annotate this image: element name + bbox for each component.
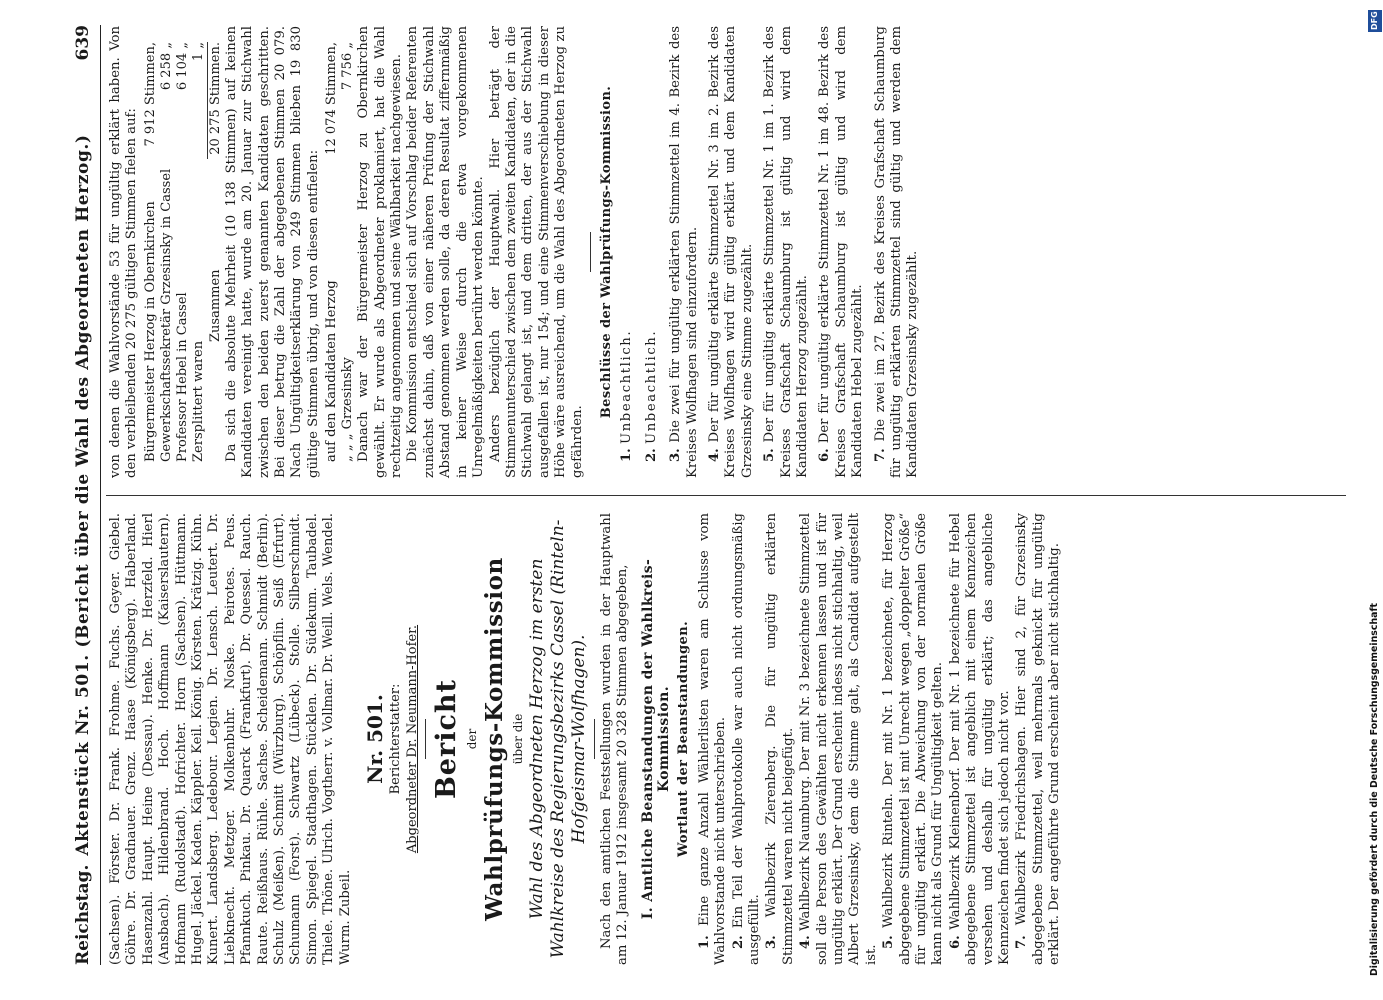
section-heading-1: I. Amtliche Beanstandungen der Wahlkreis-Kommission. [639,558,672,920]
objection-item [764,513,797,965]
result-value: 6 258 „ [158,42,174,91]
item-number: 4. [706,448,722,462]
item-number: 5. [881,935,897,949]
title-der: der [464,728,479,750]
decision-item [762,26,811,478]
result-label: auf den Kandidaten Herzog [324,280,340,462]
item-text: Die zwei im 27. Bezirk des Kreises Grafschaft Schaumburg für ungültig erklärten Stimmzettel sind gültig und werden dem Kandidaten Grzesinsky zugezählt. [872,26,921,478]
objection-item [1014,513,1063,965]
running-head-title: Aktenstück Nr. 501. (Bericht über die Wahl des Abgeordneten Herzog.) [73,134,93,856]
decision-item [644,26,660,478]
result-value: 1 „ [190,42,206,62]
item-number: 7. [1014,935,1030,949]
item-number: 2. [643,448,659,462]
decision-item [707,26,756,478]
result-label: Gewerkschaftssekretär Grzesinsky in Cassel [158,168,174,462]
result-row [324,42,340,462]
sum-row [207,42,224,462]
item-number: 1. [619,448,635,462]
item-number: 2. [730,935,746,949]
item-text: Unbeachtlich. [619,329,635,445]
result-row [191,42,208,462]
result-label: Zersplittert waren [191,340,207,462]
item-text: Der für ungültig erklärte Stimmzettel Nr. 1 im 48. Bezirk des Kreises Grafschaft Schaumburg ist gültig und wird dem Kandidaten Hebel zugezählt. [817,26,866,478]
objection-item [798,513,880,965]
running-head-left: Reichstag. [73,864,93,965]
result-row [175,42,191,462]
decisions-list [619,26,922,478]
item-text: Wahlbezirk Kleinenborf. Der mit Nr. 1 bezeichnete für Hebel abgegebene Stimmzettel ist angeblich mit einem Kennzeichen versehen und deshalb für ungültig erklärt; das angebliche Kennzeichen findet sich jedoch nicht vor. [947,513,1013,965]
item-number: 3. [764,935,780,949]
header-rule [100,25,101,965]
sum-value: 20 275 Stimmen. [207,42,224,159]
objections-list [697,513,1064,965]
page-number: 639 [73,25,93,61]
item-text: Der für ungültig erklärte Stimmzettel Nr. 3 im 2. Bezirk des Kreises Wolfhagen wird für gültig erklärt und dem Kandidaten Grzesinsky eine Stimme zugezählt. [706,26,755,478]
item-text: Wahlbezirk Friedrichshagen. Hier sind 2, für Grzesinsky abgegebene Stimmzettel, weil mehrmals geknickt für ungültig erklärt. Der angeführte Grund erscheint aber nicht stichhaltig. [1014,513,1063,965]
document-number: Nr. 501. [363,694,388,784]
proclamation-paragraph: Danach war der Bürgermeister Herzog zu Obernkirchen gewählt. Er wurde als Abgeordneter proklamiert, hat die Wahl rechtzeitig angenommen und seine Wählbarkeit nachgewiesen. [356,26,405,478]
short-rule-3 [590,232,591,272]
result-label: Bürgermeister Herzog in Obernkirchen [142,201,158,462]
result-row [143,42,159,462]
right-column [108,26,922,478]
reporter-label: Berichterstatter: [388,683,404,795]
report-title: Bericht [430,678,462,800]
result-value: 12 074 Stimmen, [324,42,340,155]
item-number: 6. [947,935,963,949]
objection-item [881,513,947,965]
item-text: Wahlbezirk Zierenberg. Die für ungültig erklärten Stimmzettel waren nicht beigefügt. [764,513,796,965]
item-text: Die zwei für ungültig erklärten Stimmzettel im 4. Bezirk des Kreises Wolfhagen sind einzufordern. [668,26,700,478]
item-number: 4. [798,935,814,949]
main-election-results [143,42,224,462]
decision-item [873,26,922,478]
result-row [340,42,356,462]
item-number: 7. [872,448,888,462]
item-number: 6. [817,448,833,462]
wortlaut-heading: Wortlaut der Beanstandungen. [676,621,692,858]
item-text: Unbeachtlich. [643,329,659,445]
result-row [159,42,175,462]
runoff-results [324,42,356,462]
election-title: Wahl des Abgeordneten Herzog im ersten Wahlkreise des Regierungsbezirks Cassel (Rinteln-Hofgeismar-Wolfhagen). [526,519,589,959]
item-text: Eine ganze Anzahl Wählerlisten waren am Schlusse vom Wahlvorstande nicht unterschrieben. [696,513,729,965]
short-rule-2 [594,719,595,759]
objection-item [948,513,1014,965]
commission-paragraph: Die Kommission entschied sich auf Vorschlag beider Referenten zunächst dahin, daß von einer näheren Prüfung der Stichwahl Abstand genommen werden solle, da deren Resultat ziffernmäßig in keiner Weise durch die etwa vorgekommenen Unregelmäßigkeiten berührt werden könnte. [405,26,487,478]
decisions-heading: Beschlüsse der Wahlprüfungs-Kommission. [598,85,614,419]
item-number: 5. [762,448,778,462]
main-election-paragraph: Anders bezüglich der Hauptwahl. Hier beträgt der Stimmenunterschied zwischen dem zweiten Kandidaten, der in die Stichwahl gelangt ist, und dem dritten, der aus der Stichwahl ausgefallen ist, nur 154; und eine Stimmenverschiebung in dieser Höhe wäre ausreichend, um die Wahl des Abgeordneten Herzog zu gefährden. [487,26,585,478]
commission-title: Wahlprüfungs-Kommission [481,557,509,921]
dfg-logo: DFG [1368,10,1382,32]
result-label: „ „ „ Grzesinsky [340,357,356,462]
result-value: 6 104 „ [174,42,190,91]
names-paragraph: (Sachsen). Förster. Dr. Frank. Frohme. Fuchs. Geyer. Giebel. Göhre. Dr. Gradnauer. Grenz. Haase (Königsberg). Haberland. Hasenzahl. Haupt. Heine (Dessau). Henke. Dr. Herzfeld. Hierl (Ansbach). Hildenbrand. Hoch. Hoffmann (Kaiserslautern). Hofmann (Rudolstadt). Hofrichter. Horn (Sachsen). Hüttmann. Hugel. Jäckel. Kaden. Käppler. Keil. König. Körsten. Krätzig. Kühn. Kunert. Landsberg. Ledebour. Legien. Dr. Lensch. Leutert. Dr. Liebknecht. Metzger. Molkenbuhr. Noske. Peirotes. Peus. Pfannkuch. Pinkau. Dr. Quarck (Frankfurt). Dr. Quessel. Rauch. Raute. Reißhaus. Rühle. Sachse. Scheidemann. Schmidt (Berlin). Schulz (Meißen). Schmitt (Würzburg). Schöpflin. Seiß (Erfurt). Schumann (Forst). Schwartz (Lübeck). Stolle. Silberschmidt. Simon. Spiegel. Stadthagen. Stücklen. Dr. Südekum. Taubadel. Thiele. Thöne. Ulrich. Vogtherr. v. Vollmar. Dr. Weill. Wels. Wendel. Wurm. Zubeil. [108,513,353,965]
decision-item [619,26,635,478]
item-text: Der für ungültig erklärte Stimmzettel Nr. 1 im 1. Bezirk des Kreises Grafschaft Schaumburg ist gültig und wird dem Kandidaten Herzog zugezählt. [762,26,810,478]
digitization-note: Digitalisierung gefördert durch die Deutsche Forschungsgemeinschaft [1369,602,1380,976]
item-number: 3. [668,448,684,462]
reporter-name: Abgeordneter Dr. Neumann-Hofer. [404,624,420,854]
column-divider [106,495,1346,496]
objection-item [731,513,764,965]
result-value: 7 756 „ [340,42,356,91]
running-head [70,25,96,965]
short-rule [425,719,426,759]
result-label: Professor Hebel in Cassel [174,292,190,462]
intro-paragraph: Nach den amtlichen Feststellungen wurden in der Hauptwahl am 12. Januar 1912 insgesamt 20 328 Stimmen abgegeben, [598,513,631,965]
result-value: 7 912 Stimmen, [142,42,158,147]
item-text: Wahlbezirk Naumburg. Der mit Nr. 3 bezeichnete Stimmzettel soll die Person des Gewählten nicht erkennen lassen und ist für ungültig erklärt. Der Grund erscheint indess nicht stichhaltig, weil Albert Grzesinsky, dem die Stimme galt, als Candidat aufgestellt ist. [798,513,879,965]
decision-item [668,26,701,478]
sum-label: Zusammen [207,269,223,342]
item-number: 1. [696,935,712,949]
opening-paragraph: von denen die Wahlvorstände 53 für ungültig erklärt haben. Von den verbleibenden 20 275 gültigen Stimmen fielen auf: [108,26,140,478]
item-text: Wahlbezirk Rinteln. Der mit Nr. 1 bezeichnete, für Herzog abgegebene Stimmzettel ist mit Unrecht wegen „doppelter Größe“ für ungültig erklärt. Die Abweichung von der normalen Größe kann nicht als Grund für Ungültigkeit gelten. [881,513,946,965]
left-column [108,513,1064,965]
decision-item [817,26,866,478]
title-ueber-die: über die [511,713,526,765]
item-text: Ein Teil der Wahlprotokolle war auch nicht ordnungsmäßig ausgefüllt. [730,513,762,965]
document-page [70,25,1360,965]
objection-item [697,513,730,965]
runoff-paragraph: Da sich die absolute Mehrheit (10 138 Stimmen) auf keinen Kandidaten vereinigt hatte, wurde am 20. Januar zur Stichwahl zwischen den beiden zuerst genannten Kandidaten geschritten. Bei dieser betrug die Zahl der abgegebenen Stimmen 20 079. Nach Ungültigkeitserklärung von 249 Stimmen blieben 19 830 gültige Stimmen übrig, und von diesen entfielen: [223,26,321,478]
